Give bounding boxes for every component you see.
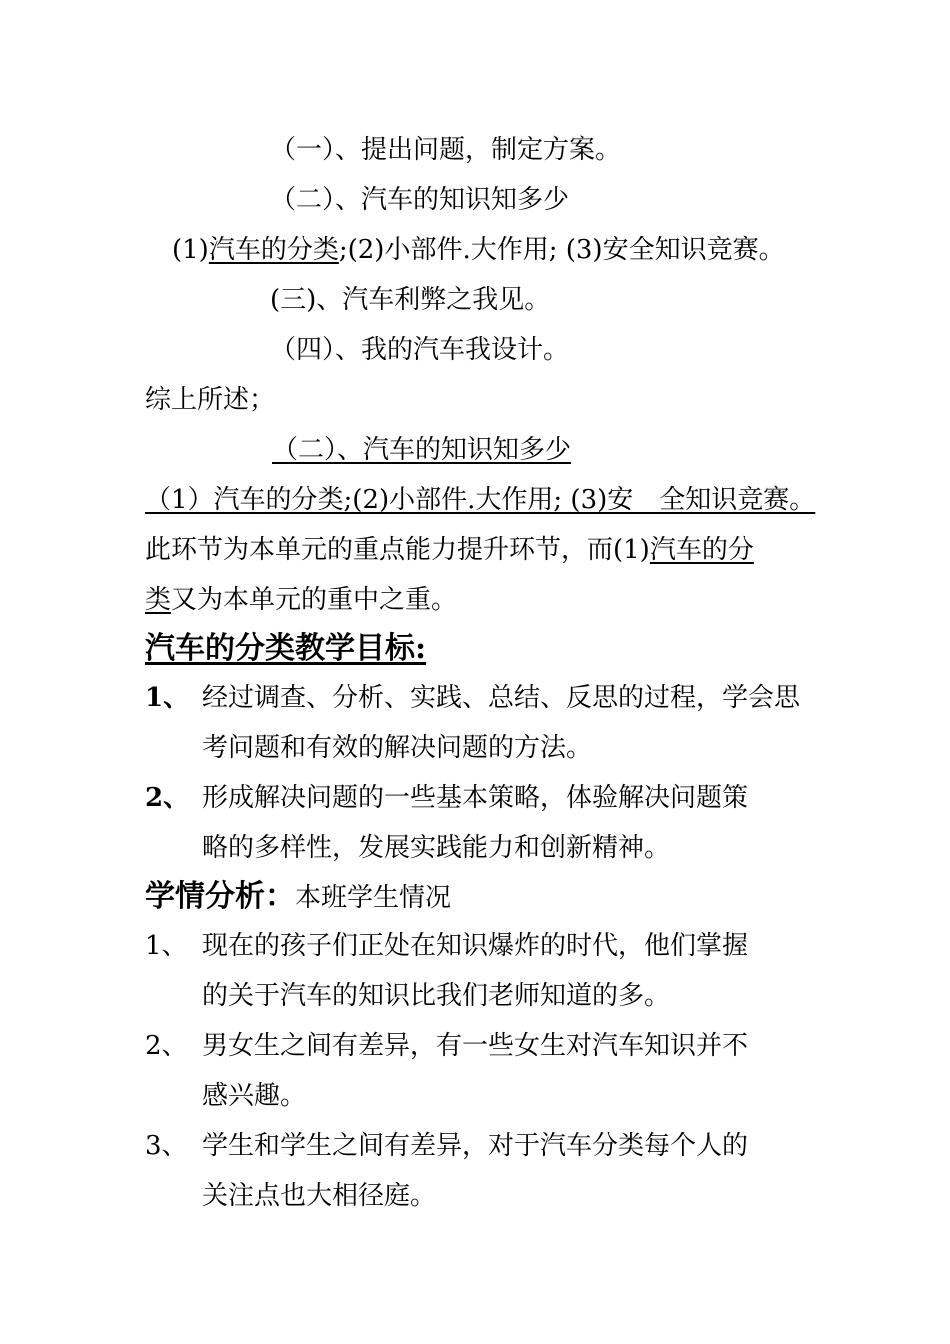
analysis-2-line-2: 感兴趣。 <box>202 1081 307 1111</box>
para-text: 又为本单元的重中之重。 <box>171 585 458 615</box>
summary-paragraph-line-2 <box>145 583 457 617</box>
outline-item-4: （四）、我的汽车我设计。 <box>270 335 570 365</box>
goal-1-line-1: 经过调查、分析、实践、总结、反思的过程，学会思 <box>202 683 801 713</box>
outline-item-3: (三)、汽车利弊之我见。 <box>270 285 551 315</box>
analysis-heading-tail: 本班学生情况 <box>295 883 452 913</box>
analysis-2-number: 2、 <box>145 1031 188 1061</box>
outline-sub-items <box>172 233 785 267</box>
summary-repeat-title: （二）、汽车的知识知多少 <box>272 435 572 465</box>
analysis-1-line-2: 的关于汽车的知识比我们老师知道的多。 <box>202 981 671 1011</box>
para-underlined: 类 <box>145 585 172 615</box>
goals-heading: 汽车的分类教学目标: <box>145 631 427 666</box>
goal-2-number: 2、 <box>145 783 190 813</box>
summary-repeat-sub: （1）汽车的分类;(2)小部件.大作用; (3)安 全知识竞赛。 <box>145 485 816 515</box>
summary-paragraph-line-1 <box>145 533 754 567</box>
analysis-1-number: 1、 <box>145 931 188 961</box>
outline-item-1: （一）、提出问题，制定方案。 <box>270 135 622 165</box>
analysis-3-line-1: 学生和学生之间有差异，对于汽车分类每个人的 <box>202 1131 749 1161</box>
goal-2-line-2: 略的多样性，发展实践能力和创新精神。 <box>202 833 671 863</box>
goal-2-line-1: 形成解决问题的一些基本策略，体验解决问题策 <box>202 783 749 813</box>
analysis-3-number: 3、 <box>145 1131 188 1161</box>
outline-item-2: （二）、汽车的知识知多少 <box>270 185 570 215</box>
para-text: 此环节为本单元的重点能力提升环节，而(1) <box>145 535 650 565</box>
analysis-2-line-1: 男女生之间有差异，有一些女生对汽车知识并不 <box>202 1031 749 1061</box>
sub-prefix: (1) <box>172 235 209 265</box>
analysis-3-line-2: 关注点也大相径庭。 <box>202 1181 437 1211</box>
analysis-1-line-1: 现在的孩子们正处在知识爆炸的时代，他们掌握 <box>202 931 749 961</box>
goal-1-line-2: 考问题和有效的解决问题的方法。 <box>202 733 593 763</box>
sub-underlined-classification: 汽车的分类 <box>208 235 339 265</box>
analysis-heading-bold: 学情分析： <box>145 879 295 914</box>
goal-1-number: 1、 <box>145 683 190 713</box>
sub-rest: ;(2)小部件.大作用; (3)安全知识竞赛。 <box>338 235 785 265</box>
analysis-heading <box>145 878 451 917</box>
para-underlined: 汽车的分 <box>649 535 754 565</box>
summary-lead: 综上所述； <box>145 385 276 415</box>
